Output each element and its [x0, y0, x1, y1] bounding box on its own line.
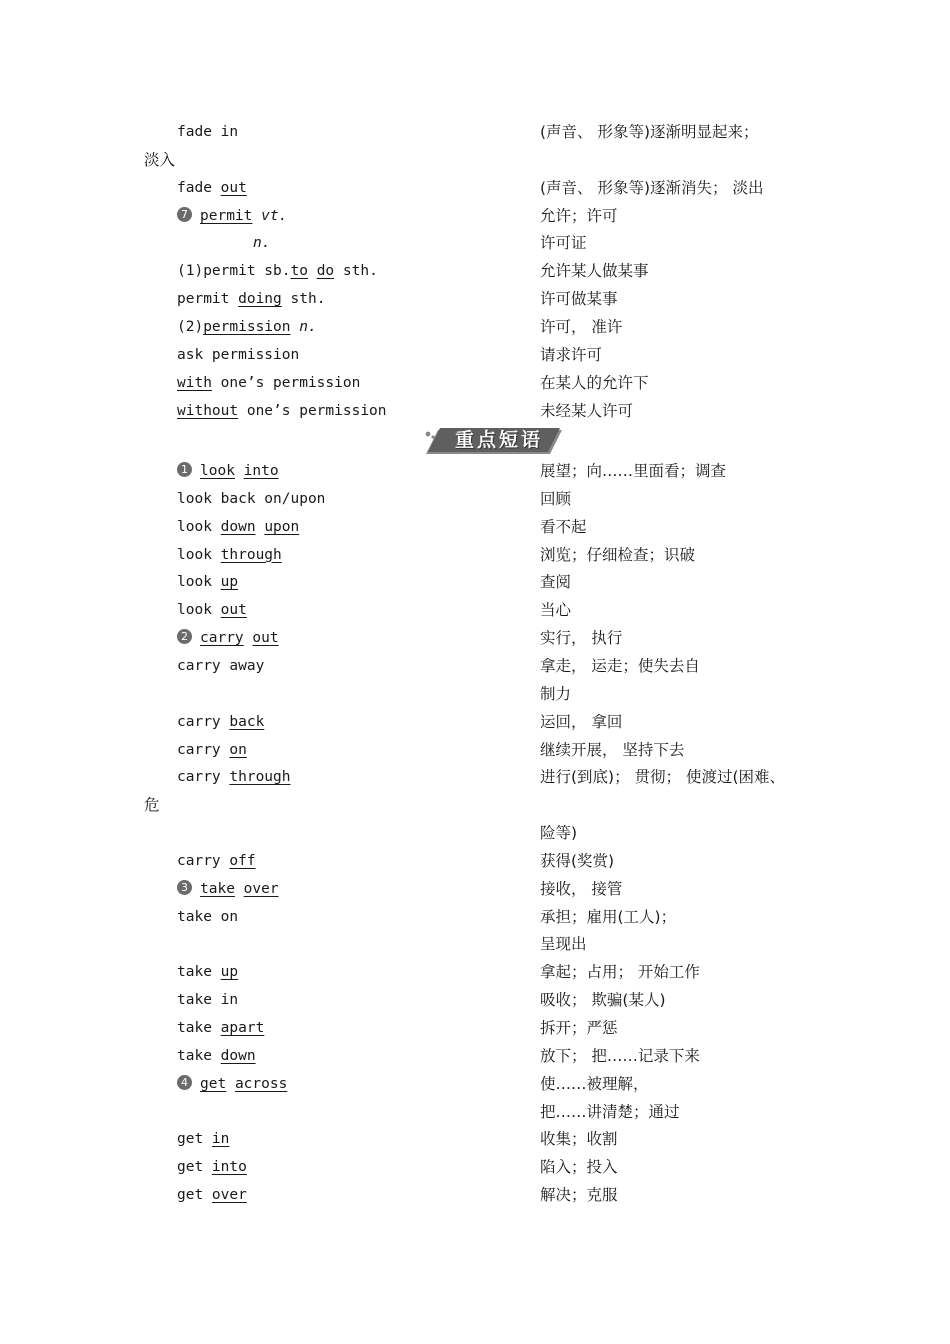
term-text: carry away — [177, 657, 265, 674]
entry-term — [177, 342, 299, 368]
term-blank-answer: off — [229, 852, 256, 869]
term-suffix: sth. — [290, 291, 326, 308]
term-prefix: carry — [177, 713, 230, 730]
term-blank-answer: up — [220, 574, 239, 591]
term-blank-answer: do — [316, 263, 335, 280]
entry-meaning: 允许；许可 — [540, 206, 618, 225]
term-prefix: look — [177, 602, 221, 619]
entry-meaning: 放下； 把……记录下来 — [540, 1046, 700, 1065]
entry-term — [177, 1071, 287, 1097]
number-marker-icon: 2 — [177, 629, 192, 644]
term-prefix: look — [177, 546, 221, 563]
entry-meaning: 拿走， 运走；使失去自 — [540, 656, 700, 675]
entry-term — [177, 959, 238, 985]
entry-term — [177, 987, 238, 1013]
entry-term — [177, 542, 282, 568]
term-prefix: get — [177, 1131, 212, 1148]
term-blank-answer: through — [229, 769, 291, 786]
term-prefix: get — [177, 1159, 212, 1176]
entry-meaning: 查阅 — [540, 573, 572, 592]
term-blank-answer: over — [243, 880, 279, 897]
entry-term — [177, 370, 360, 396]
term-prefix: (2) — [177, 318, 204, 335]
term-prefix: carry — [177, 741, 230, 758]
term-blank-answer: carry — [200, 630, 244, 647]
entry-meaning: 吸收； 欺骗(某人) — [540, 991, 666, 1010]
term-blank-answer: upon — [264, 518, 300, 535]
term-prefix: (1)permit sb. — [177, 263, 291, 280]
term-blank-answer: into — [243, 463, 279, 479]
part-of-speech: vt. — [261, 207, 288, 224]
entry-term — [177, 1154, 247, 1180]
meaning-wrap-continuation: 淡入 — [144, 150, 176, 169]
entry-meaning: 使……被理解， — [540, 1074, 649, 1093]
term-blank-answer: look — [200, 463, 235, 479]
term-suffix: one’s permission — [246, 402, 387, 419]
entry-term — [177, 1182, 247, 1208]
term-prefix: permit — [177, 291, 239, 308]
entry-term — [177, 904, 238, 930]
entry-meaning: 运回， 拿回 — [540, 712, 623, 731]
term-suffix: sth. — [342, 263, 378, 280]
meaning-continuation: 制力 — [540, 684, 572, 703]
entry-meaning: 许可证 — [540, 234, 587, 253]
entry-term — [177, 876, 279, 902]
entry-term — [177, 625, 279, 651]
term-text: look back on/upon — [177, 490, 326, 507]
entry-term — [177, 286, 325, 312]
term-prefix: take — [177, 964, 221, 981]
number-marker-icon: 4 — [177, 1075, 192, 1090]
entry-meaning: 收集；收割 — [540, 1130, 618, 1149]
entry-meaning: 在某人的允许下 — [540, 373, 649, 392]
entry-meaning: 陷入；投入 — [540, 1158, 618, 1177]
term-prefix: fade — [177, 179, 221, 196]
number-marker-icon: 1 — [177, 462, 192, 477]
term-prefix: take — [177, 1047, 221, 1064]
term-blank-answer: across — [234, 1075, 288, 1092]
term-blank-answer: on — [229, 741, 247, 758]
entry-term — [177, 514, 299, 540]
term-blank-answer: take — [200, 880, 235, 897]
entry-term — [177, 569, 238, 595]
number-marker-icon: 7 — [177, 207, 192, 222]
entry-term — [177, 175, 247, 201]
term-suffix: one’s permission — [220, 374, 361, 391]
entry-meaning: 承担；雇用(工人)； — [540, 907, 677, 926]
term-blank-answer: out — [220, 179, 247, 196]
number-marker-icon: 3 — [177, 880, 192, 895]
term-blank-answer: down — [220, 1047, 256, 1064]
entry-meaning: 解决；克服 — [540, 1186, 618, 1205]
meaning-wrap-continuation: 危 — [144, 796, 160, 815]
entry-term — [177, 653, 264, 679]
entry-term — [177, 737, 247, 763]
entry-meaning: 请求许可 — [540, 345, 603, 364]
term-blank-answer: back — [229, 713, 265, 730]
term-blank-answer: with — [177, 374, 212, 391]
entry-meaning: 回顾 — [540, 489, 572, 508]
entry-term — [177, 398, 387, 424]
term-prefix: get — [177, 1187, 212, 1204]
term-text: take in — [177, 992, 239, 1009]
entry-meaning: 看不起 — [540, 517, 587, 536]
entry-meaning: 浏览；仔细检查；识破 — [540, 545, 696, 564]
meaning-continuation: 呈现出 — [540, 935, 587, 954]
term-blank-answer: get — [200, 1075, 227, 1092]
term-blank-answer: without — [177, 402, 239, 419]
term-blank-answer: to — [290, 263, 308, 280]
term-blank-answer: out — [252, 630, 279, 647]
section-title: 重点短语 — [454, 429, 543, 451]
entry-meaning: 拆开；严惩 — [540, 1019, 618, 1037]
entry-term — [253, 230, 270, 256]
term-text: fade in — [177, 124, 239, 140]
term-blank-answer: up — [220, 964, 239, 981]
term-blank-answer: into — [211, 1159, 247, 1176]
section-header-banner — [424, 426, 562, 456]
term-text: ask permission — [177, 346, 300, 363]
term-prefix: carry — [177, 852, 230, 869]
entry-meaning: 未经某人许可 — [540, 401, 634, 420]
entry-term — [177, 203, 287, 229]
entry-term — [177, 764, 291, 790]
entry-meaning: 实行， 执行 — [540, 629, 623, 648]
term-prefix: look — [177, 518, 221, 535]
entry-meaning: 获得(奖赏) — [540, 851, 615, 870]
entry-term — [177, 848, 256, 874]
term-blank-answer: over — [211, 1187, 247, 1204]
meaning-continuation: 把……讲清楚；通过 — [540, 1102, 680, 1121]
entry-term — [177, 1126, 229, 1152]
term-blank-answer: down — [220, 518, 256, 535]
entry-term — [177, 1043, 256, 1069]
term-prefix: take — [177, 1020, 221, 1036]
part-of-speech: n. — [299, 318, 317, 335]
entry-term — [177, 1015, 264, 1041]
entry-meaning: (声音、 形象等)逐渐消失； 淡出 — [540, 178, 764, 197]
term-text: take on — [177, 908, 239, 925]
term-prefix: look — [177, 574, 221, 591]
entry-meaning: 进行(到底)； 贯彻； 使渡过(困难、 — [540, 768, 785, 787]
entry-meaning: 继续开展， 坚持下去 — [540, 740, 685, 759]
entry-term — [177, 458, 279, 484]
entry-meaning: 许可， 准许 — [540, 317, 623, 336]
entry-term — [177, 314, 317, 340]
entry-term — [177, 119, 238, 145]
entry-term — [177, 258, 378, 284]
term-blank-answer: apart — [220, 1020, 265, 1036]
term-blank-answer: permit — [200, 207, 253, 224]
meaning-continuation: 险等) — [540, 824, 578, 843]
entry-meaning: 拿起；占用； 开始工作 — [540, 963, 700, 982]
entry-meaning: 接收， 接管 — [540, 879, 623, 898]
part-of-speech: n. — [253, 235, 271, 252]
entry-meaning: (声音、 形象等)逐渐明显起来； — [540, 123, 759, 141]
term-prefix: carry — [177, 769, 230, 786]
entry-term — [177, 597, 247, 623]
entry-meaning: 当心 — [540, 601, 572, 620]
entry-meaning: 展望；向……里面看；调查 — [540, 462, 727, 480]
entry-meaning: 许可做某事 — [540, 290, 618, 309]
term-blank-answer: permission — [203, 318, 291, 335]
entry-term — [177, 709, 264, 735]
term-blank-answer: in — [211, 1131, 230, 1148]
term-blank-answer: through — [220, 546, 282, 563]
term-blank-answer: out — [220, 602, 247, 619]
entry-term — [177, 486, 325, 512]
entry-meaning: 允许某人做某事 — [540, 262, 649, 281]
term-blank-answer: doing — [238, 291, 282, 308]
